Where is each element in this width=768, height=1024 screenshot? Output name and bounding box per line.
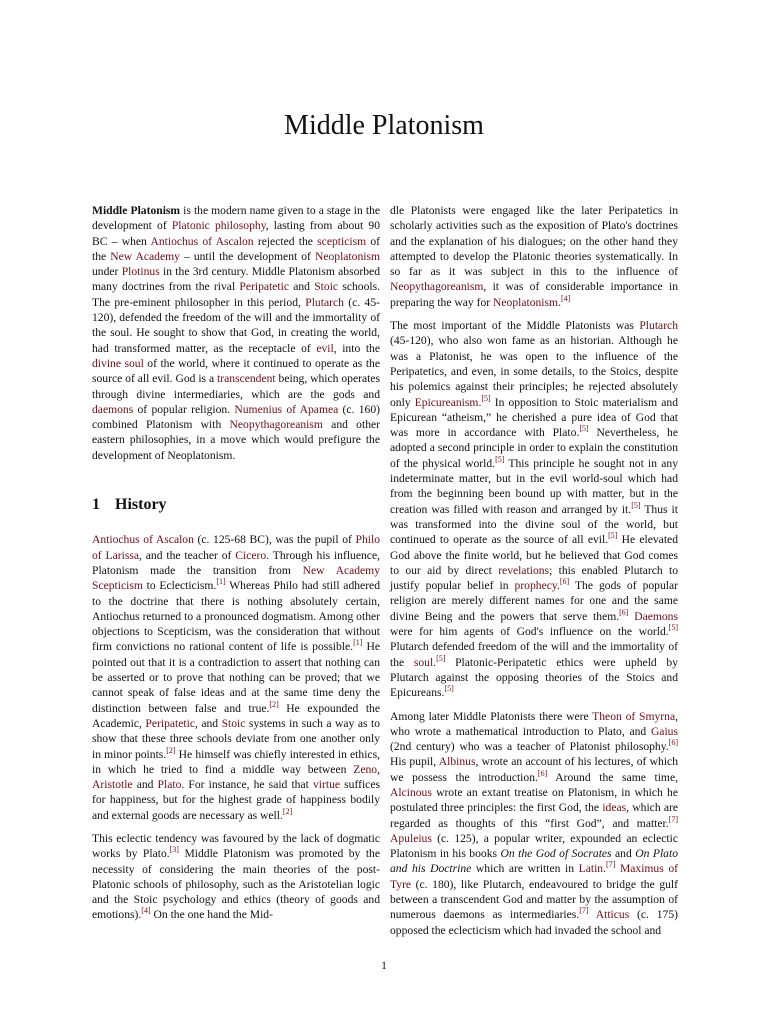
history-paragraph-4: Among later Middle Platonists there were Theon of Smyrna, who wrote a mathematical introduction to Plato, and Gaius (2nd century) who was a teacher of Platonist philosophy.[6] His pupil, Albinus, wrote an account of his lectures, of which we possess the introduction.[6] Around the same time, Alcinous wrote an extant treatise on Platonism, in which he postulated three principles: the first God, the ideas, which are regarded as thoughts of this “first God”, and matter.[7] Apuleius (c. 125), a popular writer, expounded an eclectic Platonism in his books On the God of Socrates and On Plato and his Doctrine which are written in Latin.[7] Maximus of Tyre (c. 180), like Plutarch, endeavoured to bridge the gulf between a transcendent God and matter by the assumption of numerous daemons as intermediaries.[7] Atticus (c. 175) opposed the eclecticism which had invaded the school and [390,709,679,937]
citation[interactable]: [7] [606,860,616,870]
section-heading-history [92,497,380,512]
history-paragraph-2-continued: dle Platonists were engaged like the later Peripatetics in scholarly activities such as the exposition of Plato's doctrines and the explanation of his dialogues; on the other hand they attempted to develop the Platonic theories systematically. In so far as it was subject in this to the influence of Neopythagoreanism, it was of considerable importance in preparing the way for Neoplatonism.[4] [390,204,678,309]
page-title: Middle Platonism [284,110,484,141]
link-plutarch[interactable]: Plutarch [305,295,344,309]
citation[interactable]: [1] [353,638,363,648]
citation[interactable]: [6] [537,768,548,778]
link-neopythagoreanism[interactable]: Neopythagoreanism [390,280,484,294]
citation[interactable]: [6] [619,607,629,617]
citation[interactable]: [5] [444,684,454,694]
citation[interactable]: [2] [269,699,279,709]
book-title: On the God of Socrates [500,847,612,861]
citation[interactable]: [5] [631,500,641,510]
history-paragraph-3: The most important of the Middle Platonists was Plutarch (45-120), who also won fame as an historian. Although he was a Platonist, he was open to the influence of the Peripatetics, and even, in some details, to the Stoics, despite his polemics against their principles; he rejected absolutely only Epicureanism.[5] In opposition to Stoic materialism and Epicurean “atheism,” he cherished a pure idea of God that was more in accordance with Plato.[5] Nevertheless, he adopted a second principle in order to explain the constitution of the physical world.[5] This principle he sought not in any indeterminate matter, but in the evil world-soul which had from the beginning been bound up with matter, but in the creation was filled with reason and arranged by it.[5] Thus it was transformed into the divine soul of the world, but continued to operate as the source of all evil.[5] He elevated God above the finite world, but he believed that God comes to our aid by direct revelations; this enabled Plutarch to justify popular belief in prophecy.[6] The gods of popular religion are merely different names for one and the same divine Being and the powers that serve them.[6] Daemons were for him agents of God's influence on the world.[5] Plutarch defended freedom of the will and the immortality of the soul.[5] Platonic-Peripatetic ethics were upheld by Plutarch against the opposing theories of the Stoics and Epicureans.[5] [390,319,679,700]
citation[interactable]: [5] [436,653,446,663]
left-column [92,203,380,931]
link-plotinus[interactable]: Plotinus [121,265,160,279]
link-ideas[interactable]: ideas [602,801,627,815]
link-evil[interactable]: evil [316,341,334,355]
citation[interactable]: [5] [495,454,505,464]
link-atticus[interactable]: Atticus [595,908,630,922]
column-break-text-right: dle Platonists were engaged like the later Peripatetics in scholarly activities such as the exposition of Plato's doctrines and the explanation of his dialogues; on the other hand they attempted to develop the Platonic theories systematically. In so far as it was subject in this to the influence of [390,204,678,279]
history-paragraph-2: This eclectic tendency was favoured by the lack of dogmatic works by Plato.[3] Middle Platonism was promoted by the necessity of considering the main theories of the post-Platonic schools of philosophy, such as the Aristotelian logic and the Stoic psychology and ethics (theory of goods and emotions).[4] On the one hand the Mid- [92,831,380,922]
citation[interactable]: [7] [579,906,589,916]
link-scepticism[interactable]: scepticism [317,234,367,248]
link-zeno[interactable]: Zeno [353,762,378,776]
link-platonic-philosophy[interactable]: Platonic philosophy [171,219,266,233]
citation[interactable]: [5] [579,424,589,434]
citation[interactable]: [5] [608,531,618,541]
citation[interactable]: [6] [559,577,570,587]
link-cicero[interactable]: Cicero [235,548,267,562]
link-divine-soul[interactable]: divine soul [92,356,144,370]
citation[interactable]: [1] [216,577,226,587]
link-new-academy[interactable]: New Academy [110,249,180,263]
citation[interactable]: [4] [560,293,571,303]
page-number: 1 [381,959,387,972]
column-break-text-left: On the one hand the Mid- [150,908,273,922]
link-neopythagoreanism[interactable]: Neopythagoreanism [229,418,323,432]
link-soul[interactable]: soul [413,655,434,669]
link-peripatetic[interactable]: Peripatetic [239,280,289,294]
citation[interactable]: [6] [668,738,678,748]
citation[interactable]: [5] [481,393,491,403]
lead-term: Middle Platonism [92,204,181,217]
link-gaius[interactable]: Gaius [650,724,678,738]
link-epicureanism[interactable]: Epicureanism [414,395,479,409]
link-numenius[interactable]: Numenius of Apamea [234,402,339,416]
citation[interactable]: [4] [141,906,151,916]
book-title: On Plato and his Doctrine [390,847,678,876]
link-daemons[interactable]: daemons [92,402,134,416]
link-virtue[interactable]: virtue [312,778,341,792]
link-theon[interactable]: Theon of Smyrna [592,709,676,723]
citation[interactable]: [2] [166,745,176,755]
section-number: 1 [92,496,100,514]
link-plato[interactable]: Plato [157,778,182,792]
citation[interactable]: [7] [668,814,678,824]
citation[interactable]: [3] [169,845,179,855]
link-plutarch[interactable]: Plutarch [639,319,678,333]
link-peripatetic[interactable]: Peripatetic [145,716,195,730]
link-neoplatonism[interactable]: Neoplatonism [314,249,380,263]
link-albinus[interactable]: Albinus [438,755,476,769]
link-stoic[interactable]: Stoic [221,716,246,730]
link-prophecy[interactable]: prophecy [514,579,557,593]
link-philo[interactable]: Philo of Larissa [92,533,380,562]
link-latin[interactable]: Latin [578,862,604,876]
history-paragraph-1: Antiochus of Ascalon (c. 125-68 BC), was the pupil of Philo of Larissa, and the teacher of Cicero. Through his influence, Platonism made the transition from New Academy Scepticism to Eclecticism.[1] Whereas Philo had still adhered to the doctrine that there is nothing absolutely certain, Antiochus returned to a pronounced dogmatism. Among other objections to Scepticism, was the consideration that without firm convictions no rational content of life is possible.[1] He pointed out that it is a contradiction to assert that nothing can be asserted or to prove that nothing can be proved; that we cannot speak of false ideas and at the same time deny the distinction between false and true.[2] He expounded the Academic, Peripatetic, and Stoic systems in such a way as to show that these three schools deviate from one another only in minor points.[2] He himself was chiefly interested in ethics, in which he tried to find a middle way between Zeno, Aristotle and Plato. For instance, he said that virtue suffices for happiness, but for the highest grade of happiness bodily and external goods are necessary as well.[2] [92,533,381,822]
right-column [390,203,678,946]
link-stoic[interactable]: Stoic [314,280,339,294]
link-antiochus[interactable]: Antiochus of Ascalon [150,234,254,248]
link-aristotle[interactable]: Aristotle [92,778,133,792]
intro-paragraph: Middle Platonism is the modern name given to a stage in the development of Platonic philosophy, lasting from about 90 BC – when Antiochus of Ascalon rejected the scepticism of the New Academy – until the development of Neoplatonism under Plotinus in the 3rd century. Middle Platonism absorbed many doctrines from the rival Peripatetic and Stoic schools. The pre-eminent philosopher in this period, Plutarch (c. 45-120), defended the freedom of the will and the immortality of the soul. He sought to show that God, in creating the world, had transformed matter, as the receptacle of evil, into the divine soul of the world, where it continued to operate as the source of all evil. God is a transcendent being, which operates through divine intermediaries, which are the gods and daemons of popular religion. Numenius of Apamea (c. 160) combined Platonism with Neopythagoreanism and other eastern philosophies, in a move which would prefigure the development of Neoplatonism. [92,204,381,462]
section-title: History [115,496,167,514]
link-neoplatonism[interactable]: Neoplatonism [493,295,559,309]
link-alcinous[interactable]: Alcinous [390,785,432,799]
link-revelations[interactable]: revelations [498,563,550,577]
link-transcendent[interactable]: transcendent [217,372,276,386]
link-new-academy-scepticism[interactable]: New Academy Scepticism [92,563,380,593]
link-maximus[interactable]: Maximus of Tyre [390,862,678,891]
link-daemons[interactable]: Daemons [634,609,678,623]
link-antiochus[interactable]: Antiochus of Ascalon [92,533,194,547]
citation[interactable]: [5] [668,623,678,633]
citation[interactable]: [2] [282,806,293,816]
link-apuleius[interactable]: Apuleius [390,831,432,845]
